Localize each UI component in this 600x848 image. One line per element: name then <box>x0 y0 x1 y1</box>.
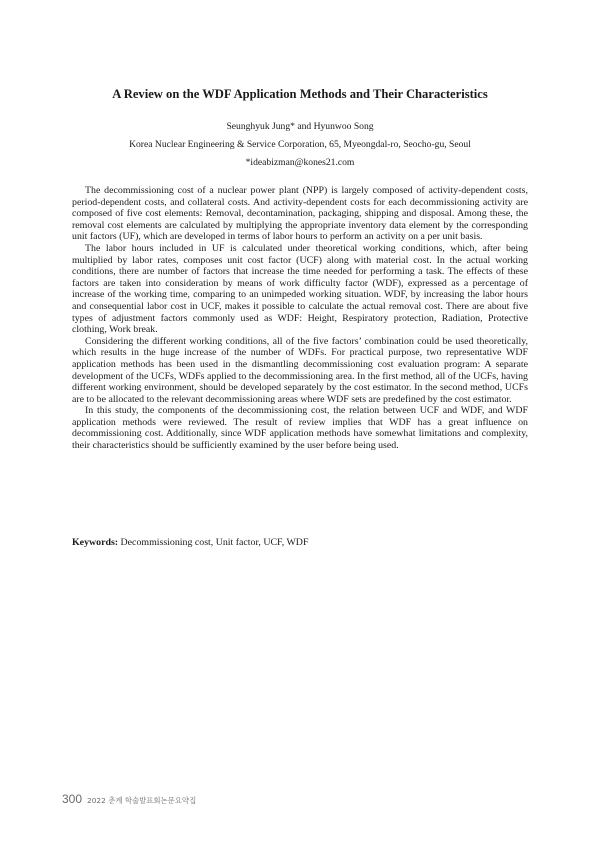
journal-name: 2022 춘계 학술발표회논문요약집 <box>87 796 197 805</box>
paper-title: A Review on the WDF Application Methods and Their Characteristics <box>112 87 488 101</box>
page-number: 300 <box>62 792 83 806</box>
keywords-label: Keywords: <box>72 537 119 548</box>
keywords <box>72 537 528 549</box>
keywords-text: Decommissioning cost, Unit factor, UCF, WDF <box>120 537 309 548</box>
abstract-paragraph-2: The labor hours included in UF is calculated under theoretical working conditions, which, after being multiplied by labor rates, composes unit cost factor (UCF) along with material cost. In the actual working conditions, there are number of factors that increase the time needed for performing a task. The effects of these factors are taken into consideration by means of work difficulty factor (WDF), expressed as a percentage of increase of the working time, comparing to an unimpeded working situation. WDF, by increasing the labor hours and consequential labor cost in UCF, makes it possible to calculate the actual removal cost. There are about five types of adjustment factors commonly used as WDF: Height, Respiratory protection, Radiation, Protective clothing, Work break. <box>72 242 528 336</box>
abstract-paragraph-3: Considering the different working conditions, all of the five factors’ combination could be used theoretically, which results in the huge increase of the number of WDFs. For practical purpose, two representative WDF application methods has been used in the dismantling decommissioning cost evaluation program: A separate development of the UCFs, WDFs applied to the decommissioning area. In the first method, all of the UCFs, having different working environment, should be developed separately by the cost estimator. In the second method, UCFs are to be allocated to the relevant decommissioning areas where WDF sets are predefined by the cost estimator. <box>72 335 528 405</box>
affiliation: Korea Nuclear Engineering & Service Corporation, 65, Myeongdal-ro, Seocho-gu, Seoul <box>129 139 471 150</box>
authors: Seunghyuk Jung* and Hyunwoo Song <box>226 121 374 132</box>
author-email: *ideabizman@kones21.com <box>245 157 355 168</box>
abstract-body <box>72 185 528 452</box>
abstract-paragraph-4: In this study, the components of the decommissioning cost, the relation between UCF and WDF, and WDF application methods were reviewed. The result of review implies that WDF has a great influence on decommissioning cost. Additionally, since WDF application methods have somewhat limitations and complexity, their characteristics should be sufficiently examined by the user before being used. <box>72 405 528 452</box>
abstract-paragraph-1: The decommissioning cost of a nuclear power plant (NPP) is largely composed of activity-dependent costs, period-dependent costs, and collateral costs. And activity-dependent costs for each decommissioning activity are composed of five cost elements: Removal, decontamination, packaging, shipping and disposal. Among these, the removal cost elements are calculated by multiplying the appropriate inventory data element by the corresponding unit factors (UF), which are developed in terms of labor hours to perform an activity on a per unit basis. <box>72 185 528 243</box>
page-footer <box>62 792 196 806</box>
